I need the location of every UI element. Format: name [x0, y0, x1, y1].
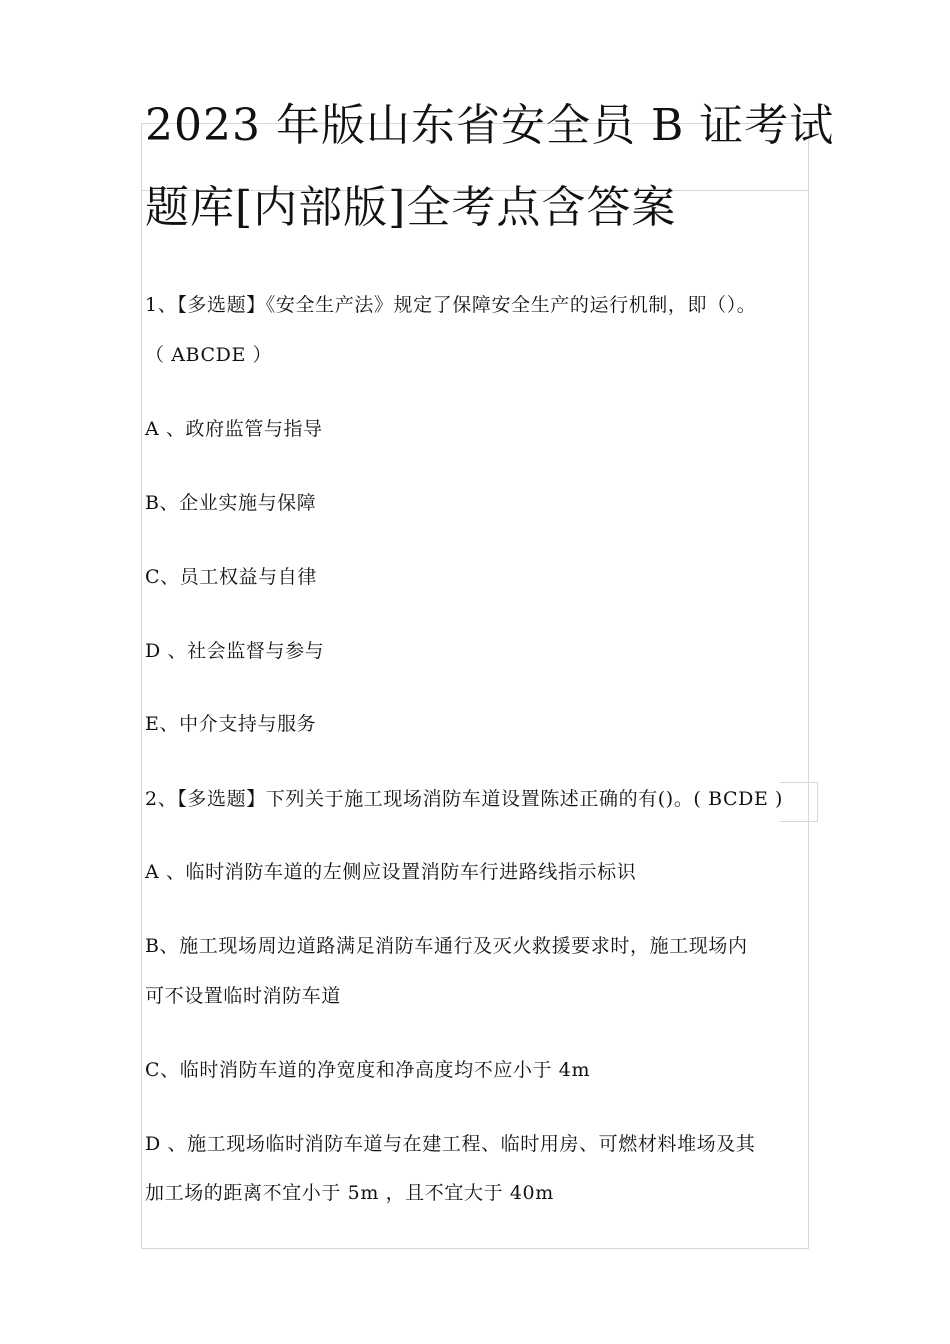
question-2-option-d-line-1: D 、施工现场临时消防车道与在建工程、临时用房、可燃材料堆场及其: [145, 1133, 756, 1155]
question-2-option-d-line-2: 加工场的距离不宜小于 5m ，且不宜大于 40m: [145, 1182, 554, 1204]
question-2-option-a: A 、临时消防车道的左侧应设置消防车行进路线指示标识: [145, 861, 637, 883]
question-1-option-e: E、中介支持与服务: [145, 713, 317, 735]
question-1-stem-line-2: （ ABCDE ）: [145, 344, 273, 366]
document-title-line-1: 2023 年版山东省安全员 B 证考试: [145, 100, 835, 151]
question-2-option-c: C、临时消防车道的净宽度和净高度均不应小于 4m: [145, 1059, 591, 1081]
question-1-option-b: B、企业实施与保障: [145, 492, 317, 514]
question-2-option-b-line-1: B、施工现场周边道路满足消防车通行及灭火救援要求时，施工现场内: [145, 935, 748, 957]
question-1-stem-line-1: 1、【多选题】《安全生产法》规定了保障安全生产的运行机制，即（）。: [145, 294, 757, 316]
frame-bottom-line: [141, 1248, 809, 1249]
question-1-option-c: C、员工权益与自律: [145, 566, 317, 588]
answer-box: [780, 782, 818, 822]
frame-left-line: [141, 123, 142, 1249]
question-2-option-b-line-2: 可不设置临时消防车道: [145, 985, 342, 1007]
question-2-stem-line-1: 2、【多选题】下列关于施工现场消防车道设置陈述正确的有()。( BCDE ): [145, 788, 784, 810]
question-1-option-d: D 、社会监督与参与: [145, 640, 325, 662]
question-1-option-a: A 、政府监管与指导: [145, 418, 323, 440]
frame-right-line: [808, 123, 809, 1249]
document-title-line-2: 题库[内部版]全考点含答案: [145, 182, 677, 233]
